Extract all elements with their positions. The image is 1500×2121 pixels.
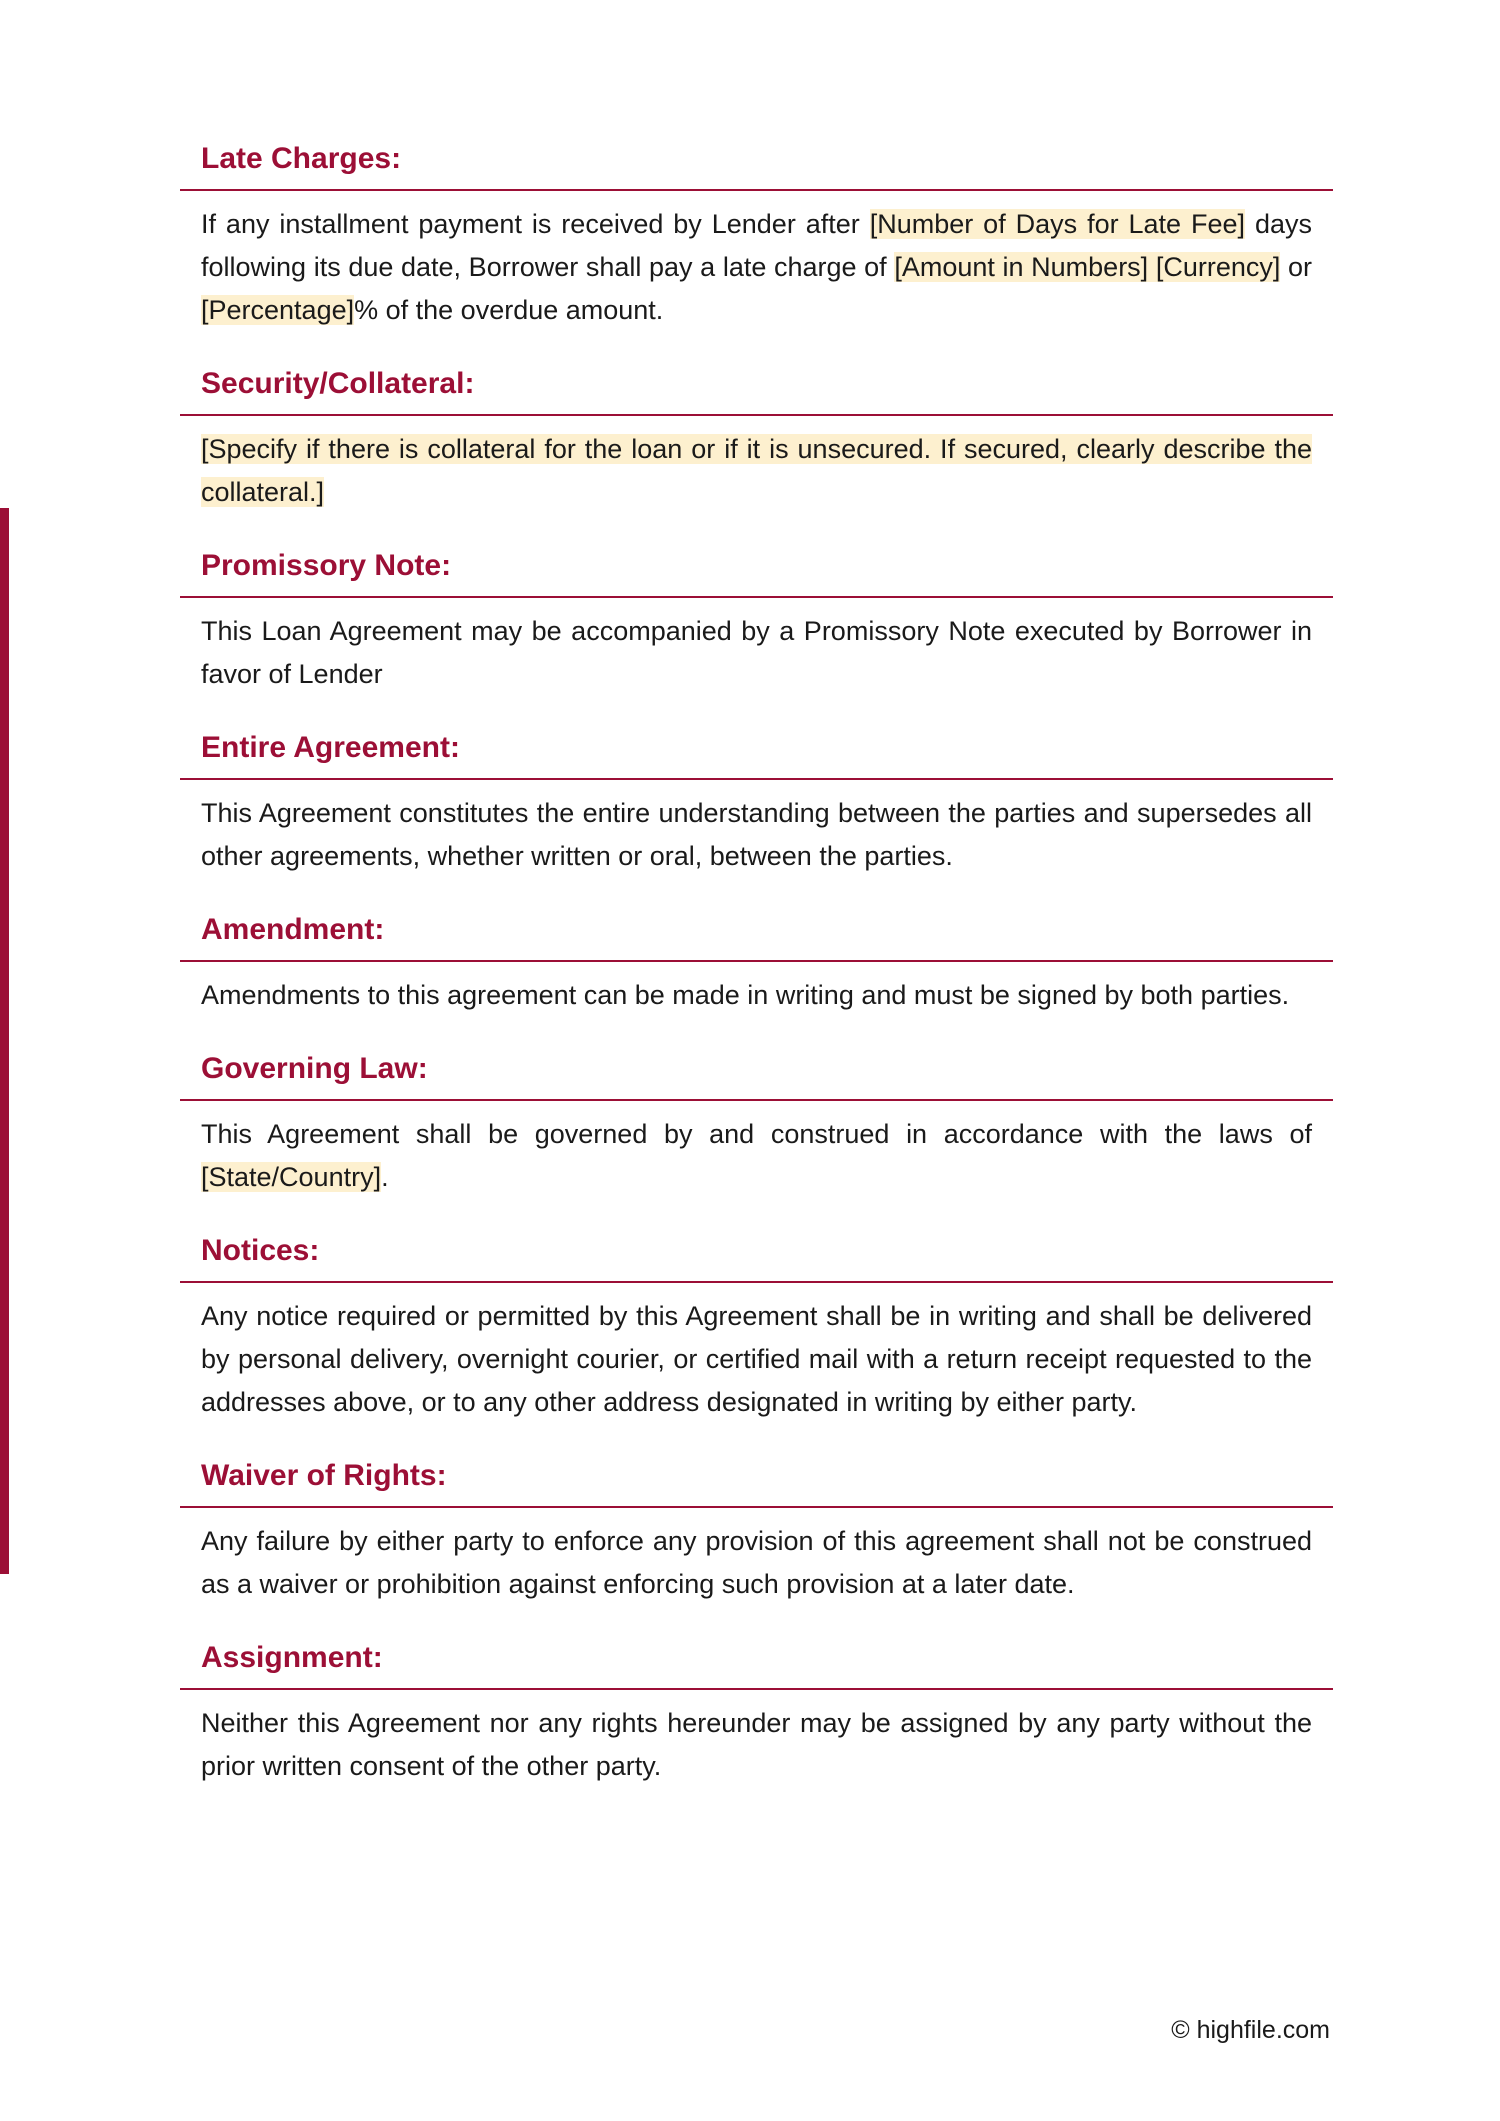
section-text: This Agreement shall be governed by and construed in accordance with the laws of [State/Country].: [201, 1119, 1312, 1192]
section-heading: Notices:: [180, 1232, 1333, 1283]
section-text: Any failure by either party to enforce any provision of this agreement shall not be construed as a waiver or prohibition against enforcing such provision at a later date.: [201, 1526, 1312, 1599]
section-heading: Waiver of Rights:: [180, 1457, 1333, 1508]
section-assignment: [180, 1639, 1333, 1788]
section-security-collateral: [180, 365, 1333, 514]
section-heading: Amendment:: [180, 911, 1333, 962]
section-heading: Promissory Note:: [180, 547, 1333, 598]
section-heading: Governing Law:: [180, 1050, 1333, 1101]
section-text: This Loan Agreement may be accompanied by a Promissory Note executed by Borrower in favor of Lender: [201, 616, 1312, 689]
section-heading: Security/Collateral:: [180, 365, 1333, 416]
section-text: Neither this Agreement nor any rights hereunder may be assigned by any party without the prior written consent of the other party.: [201, 1708, 1312, 1781]
section-waiver-of-rights: [180, 1457, 1333, 1606]
section-amendment: [180, 911, 1333, 1017]
section-heading: Assignment:: [180, 1639, 1333, 1690]
footer-copyright: © highfile.com: [1171, 2016, 1330, 2044]
section-heading: Late Charges:: [180, 140, 1333, 191]
left-accent-bar: [0, 508, 9, 1574]
section-text: This Agreement constitutes the entire understanding between the parties and supersedes all other agreements, whether written or oral, between the parties.: [201, 798, 1312, 871]
section-promissory-note: [180, 547, 1333, 696]
section-notices: [180, 1232, 1333, 1424]
placeholder-state-country: [State/Country]: [201, 1162, 382, 1192]
placeholder-amount-currency: [Amount in Numbers] [Currency]: [894, 252, 1281, 282]
section-text: Amendments to this agreement can be made in writing and must be signed by both parties.: [201, 980, 1290, 1010]
section-late-charges: [180, 140, 1333, 332]
section-heading: Entire Agreement:: [180, 729, 1333, 780]
section-text: If any installment payment is received by Lender after [Number of Days for Late Fee] days following its due date, Borrower shall pay a late charge of [Amount in Numbers] [Currency] or [Percentage]% of the overdue amount.: [201, 209, 1312, 325]
section-governing-law: [180, 1050, 1333, 1199]
placeholder-collateral: [Specify if there is collateral for the loan or if it is unsecured. If secured, clearly describe the collateral.]: [201, 434, 1312, 507]
placeholder-late-fee-days: [Number of Days for Late Fee]: [869, 209, 1246, 239]
section-text: [180, 416, 1333, 514]
section-text: Any notice required or permitted by this Agreement shall be in writing and shall be delivered by personal delivery, overnight courier, or certified mail with a return receipt requested to the addresses above, or to any other address designated in writing by either party.: [201, 1301, 1312, 1417]
placeholder-percentage: [Percentage]: [201, 295, 355, 325]
document-body: [180, 140, 1333, 1821]
section-entire-agreement: [180, 729, 1333, 878]
